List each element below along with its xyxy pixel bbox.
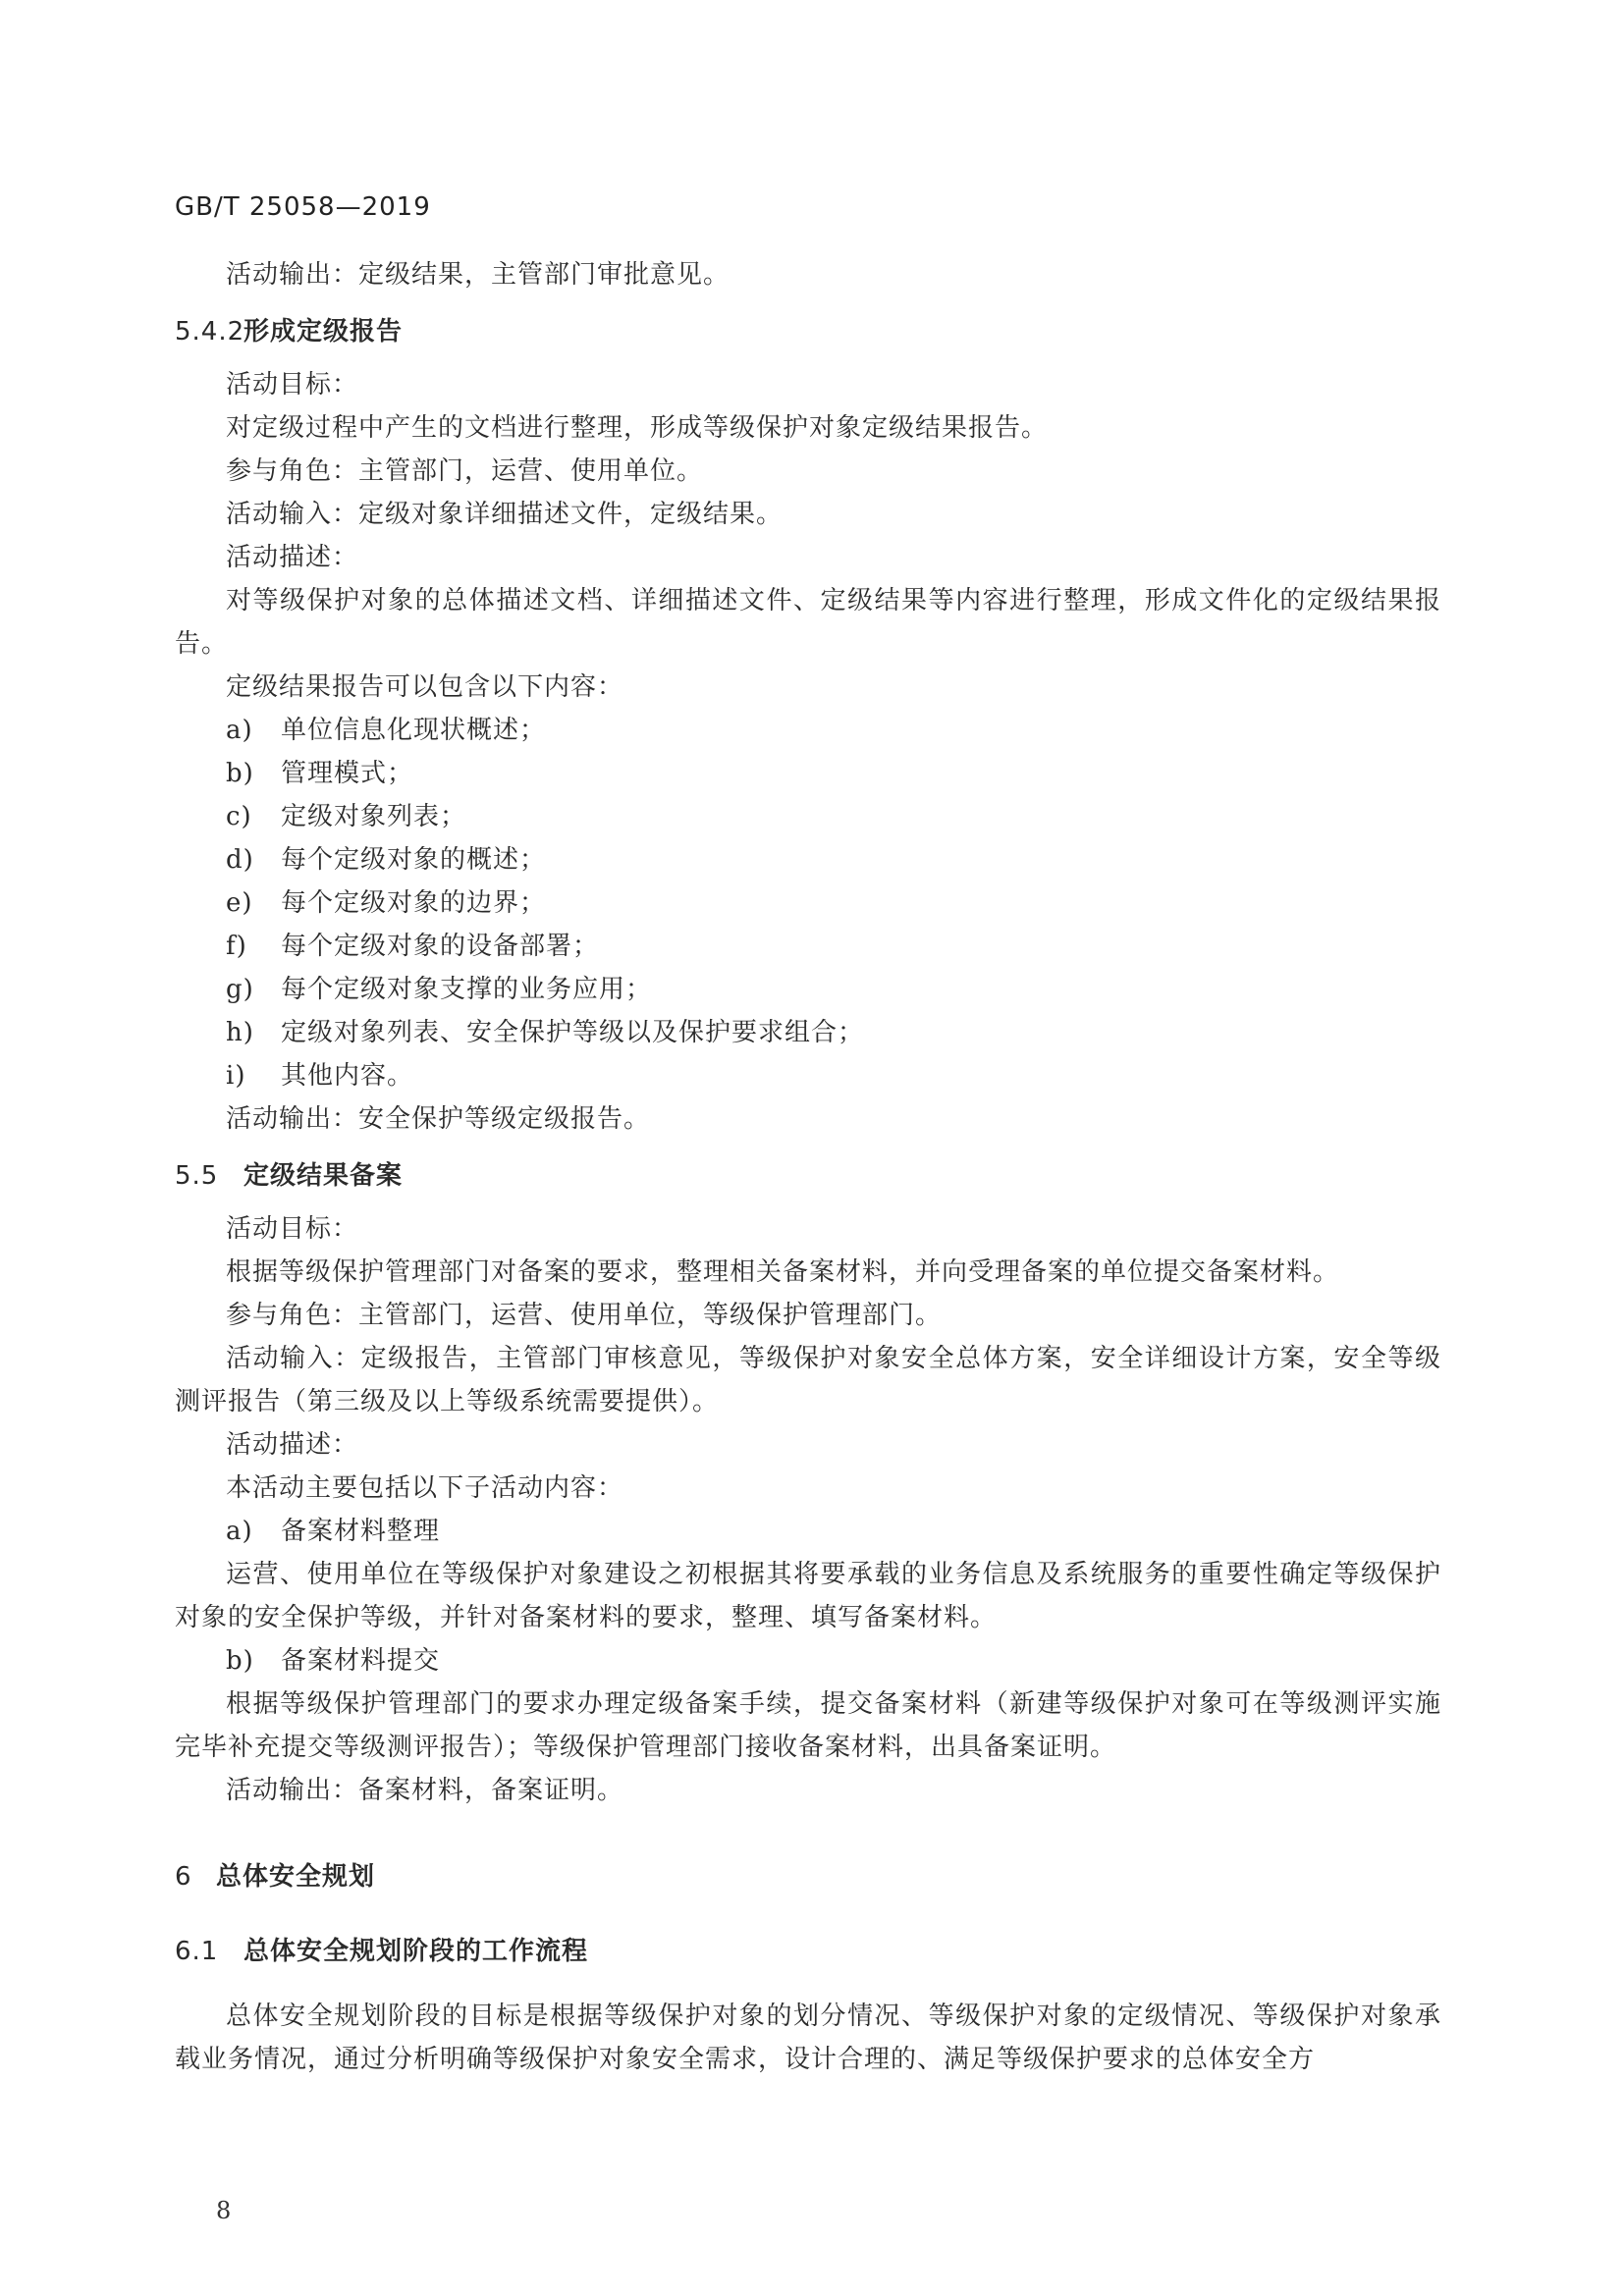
document-body	[175, 253, 1441, 2081]
list-item-text: 每个定级对象的概述；	[281, 845, 547, 875]
list-marker: a)	[226, 1517, 253, 1546]
goal-label: 活动目标：	[226, 1214, 359, 1244]
input-text: 活动输入：定级对象详细描述文件，定级结果。	[226, 500, 784, 529]
list-marker: h)	[226, 1018, 254, 1047]
sub-activity-text: 根据等级保护管理部门的要求办理定级备案手续，提交备案材料（新建等级保护对象可在等级测评实施完毕补充提交等级测评报告）；等级保护管理部门接收备案材料，出具备案证明。	[175, 1689, 1441, 1762]
list-item-text: 管理模式；	[281, 759, 414, 788]
sub-activity-intro: 本活动主要包括以下子活动内容：	[226, 1473, 624, 1503]
section-number: 5.4.2	[175, 317, 245, 347]
list-item-text: 定级对象列表；	[281, 802, 467, 831]
goal-text: 根据等级保护管理部门对备案的要求，整理相关备案材料，并向受理备案的单位提交备案材料。	[226, 1257, 1340, 1287]
chapter-heading-6	[175, 1855, 1441, 1898]
section-title: 总体安全规划阶段的工作流程	[244, 1937, 589, 1966]
list-item-text: 每个定级对象的设备部署；	[281, 932, 600, 961]
list-marker: c)	[226, 802, 252, 831]
roles-text: 参与角色：主管部门，运营、使用单位，等级保护管理部门。	[226, 1301, 943, 1330]
list-marker: a)	[226, 716, 253, 745]
standard-code: GB/T 25058—2019	[175, 192, 431, 222]
list-item	[226, 968, 1441, 1011]
desc-label: 活动描述：	[226, 543, 359, 572]
sub-activity-text: 运营、使用单位在等级保护对象建设之初根据其将要承载的业务信息及系统服务的重要性确定等级保护对象的安全保护等级，并针对备案材料的要求，整理、填写备案材料。	[175, 1560, 1441, 1632]
list-marker: d)	[226, 845, 254, 875]
section-heading-5-4-2	[175, 310, 1441, 353]
list-item	[226, 795, 1441, 838]
section-title: 形成定级报告	[244, 317, 404, 347]
list-item-text: 其他内容。	[281, 1061, 414, 1091]
section-text: 总体安全规划阶段的目标是根据等级保护对象的划分情况、等级保护对象的定级情况、等级保护对象承载业务情况，通过分析明确等级保护对象安全需求，设计合理的、满足等级保护要求的总体安全方	[175, 2002, 1441, 2074]
page-number: 8	[216, 2197, 232, 2224]
list-item	[226, 752, 1441, 795]
section-number: 6.1	[175, 1937, 219, 1966]
goal-text: 对定级过程中产生的文档进行整理，形成等级保护对象定级结果报告。	[226, 413, 1049, 443]
list-item	[226, 881, 1441, 925]
report-contents-list	[175, 709, 1441, 1097]
list-item-text: 每个定级对象支撑的业务应用；	[281, 975, 653, 1004]
list-marker: g)	[226, 975, 254, 1004]
goal-label: 活动目标：	[226, 370, 359, 400]
section-number: 5.5	[175, 1161, 219, 1191]
section-title: 总体安全规划	[216, 1862, 376, 1892]
list-intro: 定级结果报告可以包含以下内容：	[226, 672, 624, 702]
list-marker: i)	[226, 1061, 246, 1091]
desc-label: 活动描述：	[226, 1430, 359, 1460]
output-text: 活动输出：安全保护等级定级报告。	[226, 1104, 651, 1134]
list-item	[226, 1011, 1441, 1054]
list-item	[226, 925, 1441, 968]
desc-text: 对等级保护对象的总体描述文档、详细描述文件、定级结果等内容进行整理，形成文件化的定级结果报告。	[175, 586, 1441, 659]
activity-output-541: 活动输出：定级结果，主管部门审批意见。	[226, 260, 731, 290]
list-marker: f)	[226, 932, 247, 961]
output-text: 活动输出：备案材料，备案证明。	[226, 1776, 624, 1805]
section-heading-5-5	[175, 1154, 1441, 1198]
list-item	[226, 1054, 1441, 1097]
roles-text: 参与角色：主管部门，运营、使用单位。	[226, 456, 704, 486]
list-item	[226, 838, 1441, 881]
list-marker: e)	[226, 888, 253, 918]
sub-activity-heading	[226, 1510, 1441, 1553]
section-title: 定级结果备案	[244, 1161, 404, 1191]
list-marker: b)	[226, 1646, 254, 1676]
sub-activity-heading	[226, 1639, 1441, 1682]
section-heading-6-1	[175, 1930, 1441, 1973]
sub-activity-title: 备案材料整理	[281, 1517, 441, 1546]
list-item-text: 单位信息化现状概述；	[281, 716, 547, 745]
sub-activity-title: 备案材料提交	[281, 1646, 441, 1676]
list-item-text: 每个定级对象的边界；	[281, 888, 547, 918]
list-item-text: 定级对象列表、安全保护等级以及保护要求组合；	[281, 1018, 865, 1047]
list-item	[226, 709, 1441, 752]
section-number: 6	[175, 1862, 192, 1892]
input-text: 活动输入：定级报告，主管部门审核意见，等级保护对象安全总体方案，安全详细设计方案，安全等级测评报告（第三级及以上等级系统需要提供）。	[175, 1344, 1441, 1416]
list-marker: b)	[226, 759, 254, 788]
